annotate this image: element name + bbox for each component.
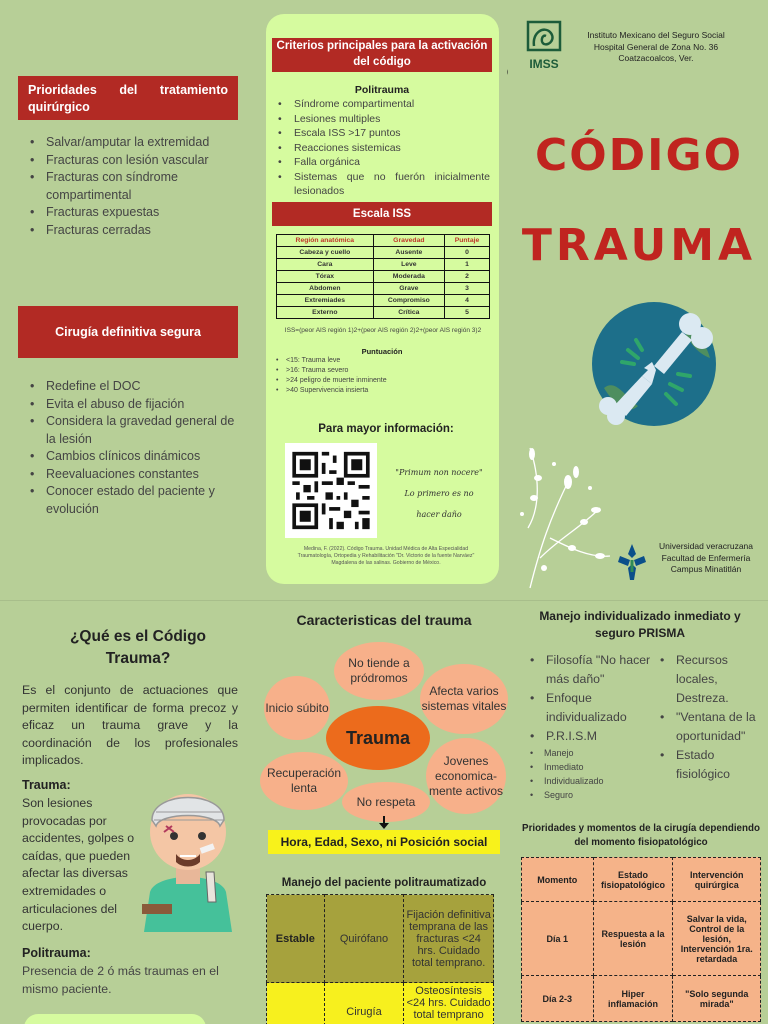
list-item: • Estado fisiológico	[660, 746, 764, 784]
list-item: • <15: Trauma leve	[276, 356, 490, 366]
imss-line: Coatzacoalcos, Ver.	[618, 53, 694, 63]
uv-line: Universidad veracruzana	[658, 541, 754, 551]
floral-decoration-icon	[510, 438, 614, 598]
list-item: • Inmediato	[530, 760, 652, 774]
table-cell: 2	[445, 271, 490, 283]
table-cell: Fijación definitiva temprana de las fracturas <24 hrs. Cuidado total temprano.	[404, 895, 494, 983]
list-item: • Fracturas con síndrome compartimental	[30, 169, 235, 204]
manejo-heading: Manejo del paciente politraumatizado	[281, 877, 487, 889]
quote-block	[383, 462, 495, 525]
table-cell: Tórax	[277, 271, 374, 283]
table-header	[277, 235, 490, 247]
list-item: • Conocer estado del paciente y evolución	[30, 483, 235, 518]
politrauma-label: Politrauma:	[22, 946, 91, 960]
momentos-heading: Prioridades y momentos de la cirugía dependiendo del momento fisiopatológico	[522, 823, 760, 848]
table-cell: Día 1	[522, 902, 594, 976]
imss-logo-text: IMSS	[529, 57, 559, 71]
table-cell: Cabeza y cuello	[277, 247, 374, 259]
list-item: • P.R.I.S.M	[530, 727, 652, 746]
list-item: • Enfoque individualizado	[530, 689, 652, 727]
list-item: • Reevaluaciones constantes	[30, 466, 235, 484]
list-item: • Filosofía "No hacer más daño"	[530, 651, 652, 689]
list-item: • Considera la gravedad general de la lesión	[30, 413, 235, 448]
bubble-pródromos: No tiende a pródromos	[334, 642, 424, 700]
uv-line: Facultad de Enfermería	[661, 552, 751, 563]
table-cell: 1	[445, 259, 490, 271]
table-cell: Estable	[267, 895, 325, 983]
imss-line: Instituto Mexicano del Seguro Social	[587, 30, 725, 40]
table-cell: 4	[445, 295, 490, 307]
list-item: • Individualizado	[530, 774, 652, 788]
table-header	[522, 858, 761, 902]
table-row	[277, 283, 490, 295]
fold-divider	[0, 600, 768, 601]
list-item: • >24 peligro de muerte inminente	[276, 376, 490, 386]
quote-line: Lo primero es no	[404, 489, 474, 498]
bubble-recuperacion: Recuperación lenta	[260, 752, 348, 810]
table-header-cell: Puntaje	[445, 235, 490, 247]
table-cell: 3	[445, 283, 490, 295]
puntuacion-heading: Puntuación	[361, 347, 403, 356]
politrauma-text: Presencia de 2 ó más traumas en el mismo paciente.	[22, 964, 219, 996]
que-es-heading: ¿Qué es el Código Trauma?	[69, 628, 207, 667]
iss-table	[276, 234, 490, 319]
table-cell: Salvar la vida, Control de la lesión, Intervención 1ra. retardada	[673, 902, 761, 976]
manejo-table	[266, 894, 494, 1024]
imss-line: Hospital General de Zona No. 36	[593, 41, 719, 52]
table-row	[267, 983, 494, 1024]
broken-bone-globe-icon	[586, 288, 726, 428]
list-item: • Recursos locales, Destreza.	[660, 651, 764, 708]
prisma-heading: Manejo individualizado inmediato y seguro PRISMA	[539, 609, 741, 640]
table-cell: Leve	[373, 259, 444, 271]
table-row	[267, 895, 494, 983]
info-heading: Para mayor información:	[318, 423, 454, 435]
bubble-jovenes: Jovenes economica-mente activos	[426, 738, 506, 814]
list-item: • Redefine el DOC	[30, 378, 235, 396]
table-cell: 5	[445, 307, 490, 319]
list-item: • Manejo	[530, 746, 652, 760]
list-item: • Falla orgánica	[278, 155, 490, 170]
bubble-no-respeta: No respeta	[342, 782, 430, 822]
list-item: • Evita el abuso de fijación	[30, 396, 235, 414]
list-item: • Síndrome compartimental	[278, 97, 490, 112]
list-item: • >40 Supervivencia insierta	[276, 386, 490, 396]
table-cell: Quirófano	[324, 895, 404, 983]
table-header-cell: Intervención quirúrgica	[673, 858, 761, 902]
prioridades-banner: Prioridades del tratamiento quirúrgico	[18, 76, 238, 120]
table-row	[277, 295, 490, 307]
quote-line: "Primum non nocere"	[395, 468, 483, 477]
momentos-table	[521, 857, 761, 1022]
table-cell: 0	[445, 247, 490, 259]
prisma-right-list	[660, 651, 764, 784]
injured-person-icon	[136, 772, 240, 932]
table-cell: "Solo segunda mirada"	[673, 976, 761, 1022]
cirugia-list	[30, 378, 235, 518]
trauma-label: Trauma:	[22, 778, 71, 792]
table-cell: Osteosíntesis <24 hrs. Cuidado total temprano	[404, 983, 494, 1024]
arrow-down-icon	[378, 816, 390, 830]
uv-logo-icon	[616, 542, 648, 582]
list-item: • Seguro	[530, 788, 652, 802]
list-item: • Salvar/amputar la extremidad	[30, 134, 235, 152]
caracteristicas-heading: Caracteristicas del trauma	[296, 612, 472, 628]
table-cell: Moderada	[373, 271, 444, 283]
prisma-left-list	[530, 651, 652, 802]
main-title-line2: TRAUMA	[521, 220, 757, 271]
iss-formula: ISS=(peor AIS región 1)2+(peor AIS región 2)2+(peor AIS región 3)2	[284, 327, 482, 334]
list-item: • Reacciones sistemicas	[278, 141, 490, 156]
list-item: • Fracturas cerradas	[30, 222, 235, 240]
reference-text: Medina, F. (2022). Código Trauma. Unidad Médica de Alta Especialidad Traumatología, Ortopedia y Rehabilitación "Dr. Victorio de la fuente Narváez" Magdalena de las salinas. Gobierno de México.	[297, 546, 475, 566]
prioridades-list	[30, 134, 235, 239]
table-cell: Respuesta a la lesión	[593, 902, 673, 976]
table-row	[522, 902, 761, 976]
table-row	[522, 976, 761, 1022]
table-cell: Cara	[277, 259, 374, 271]
table-row	[277, 259, 490, 271]
definition-text: Es el conjunto de actuaciones que permiten identificar de forma precoz y eficaz un trauma grave y la coordinación de los profesionales implicados.	[22, 683, 238, 768]
table-cell: Cirugía	[324, 983, 404, 1024]
list-item: • "Ventana de la oportunidad"	[660, 708, 764, 746]
table-cell: Abdomen	[277, 283, 374, 295]
qr-code-icon	[285, 443, 377, 538]
table-row	[277, 271, 490, 283]
uv-line: Campus Minatitlán	[670, 564, 742, 574]
table-cell: Crítica	[373, 307, 444, 319]
list-item: • Escala ISS >17 puntos	[278, 126, 490, 141]
trauma-text: Son lesiones provocadas por accidentes, golpes o caídas, que pueden afectar las diversas extremidades o articulaciones del cuerpo.	[22, 796, 135, 934]
list-item: • Fracturas expuestas	[30, 204, 235, 222]
table-cell: Grave	[373, 283, 444, 295]
main-title-line1: CÓDIGO	[534, 130, 744, 181]
criterios-banner: Criterios principales para la activación del código	[272, 38, 492, 72]
table-cell: Hiper inflamación	[593, 976, 673, 1022]
table-cell: Día 2-3	[522, 976, 594, 1022]
table-cell: Extremiades	[277, 295, 374, 307]
iss-banner: Escala ISS	[272, 202, 492, 226]
bubble-inicio: Inicio súbito	[264, 676, 330, 740]
table-row	[277, 247, 490, 259]
qr-code[interactable]	[285, 443, 377, 538]
imss-logo-icon	[522, 20, 566, 72]
bottom-left-panel	[24, 1014, 206, 1024]
imss-institution	[570, 30, 742, 65]
bubble-trauma: Trauma	[326, 706, 430, 770]
list-item: • Sistemas que no fuerón inicialmente lesionados	[278, 170, 490, 199]
quote-line: hacer daño	[416, 510, 462, 519]
uv-institution	[646, 541, 766, 576]
table-cell	[267, 983, 325, 1024]
cirugia-banner: Cirugía definitiva segura	[18, 306, 238, 358]
list-item: • Cambios clínicos dinámicos	[30, 448, 235, 466]
bubble-sistemas: Afecta varios sistemas vitales	[420, 664, 508, 734]
table-header-cell: Gravedad	[373, 235, 444, 247]
table-cell: Compromiso	[373, 295, 444, 307]
puntuacion-list	[276, 356, 490, 396]
politrauma-heading: Politrauma	[354, 84, 410, 96]
list-item: • Fracturas con lesión vascular	[30, 152, 235, 170]
list-item: • >16: Trauma severo	[276, 366, 490, 376]
table-header-cell: Estado fisiopatológico	[593, 858, 673, 902]
table-cell: Ausente	[373, 247, 444, 259]
table-row	[277, 307, 490, 319]
politrauma-list	[278, 97, 490, 199]
table-cell: Externo	[277, 307, 374, 319]
list-item: • Lesiones multiples	[278, 112, 490, 127]
table-header-cell: Momento	[522, 858, 594, 902]
table-header-cell: Región anatómica	[277, 235, 374, 247]
hora-banner: Hora, Edad, Sexo, ni Posición social	[268, 830, 500, 854]
